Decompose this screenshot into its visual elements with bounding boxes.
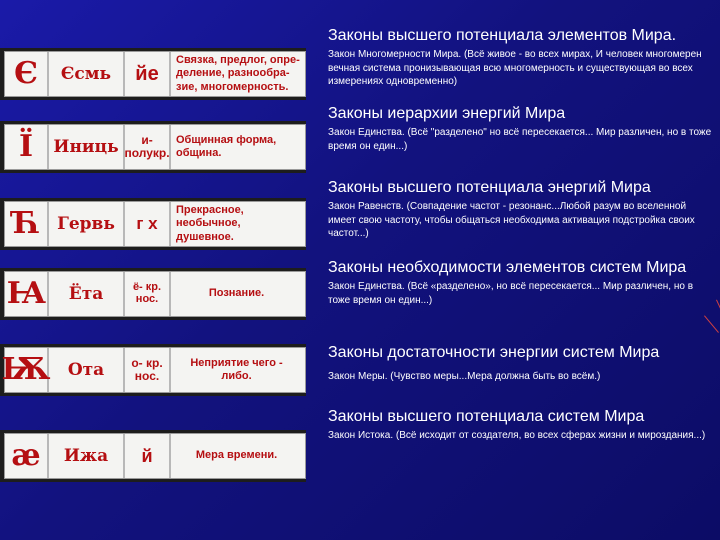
- letter-sound: о- кр. нос.: [131, 356, 163, 383]
- law-block: [328, 104, 714, 153]
- letter-glyph: æ: [11, 438, 41, 473]
- tablet-row: [0, 121, 306, 173]
- letter-name: Гервь: [57, 214, 115, 234]
- letter-sound: ё- кр. нос.: [132, 281, 162, 305]
- law-title: Законы достаточности энергии систем Мира: [328, 344, 660, 361]
- letter-sound: йе: [135, 62, 159, 85]
- letter-sound: и- полукр.: [124, 133, 170, 160]
- tablet-row: [0, 198, 306, 250]
- letter-meaning: Связка, предлог, опре- деление, разнообра- зие, многомерность.: [176, 54, 300, 93]
- letter-meaning: Познание.: [208, 287, 265, 300]
- letter-sound: г х: [136, 214, 158, 234]
- law-title: Законы иерархии энергий Мира: [328, 105, 566, 122]
- law-block: [328, 407, 714, 443]
- law-title: Законы высшего потенциала систем Мира: [328, 408, 645, 425]
- law-block: [328, 258, 714, 307]
- letter-name: Иниць: [53, 137, 119, 157]
- letter-name: Ижа: [63, 446, 109, 466]
- tablet-row: [0, 48, 306, 100]
- letter-name: Ота: [67, 360, 105, 380]
- letter-glyph: Є: [14, 56, 38, 91]
- tablet-row: [0, 268, 306, 320]
- law-block: [328, 178, 714, 241]
- law-title: Законы высшего потенциала энергий Мира: [328, 179, 651, 196]
- law-block: [328, 343, 714, 384]
- letter-sound: й: [141, 445, 153, 466]
- letter-meaning: Общинная форма, община.: [176, 133, 277, 159]
- letter-meaning: Неприятие чего - либо.: [190, 356, 283, 382]
- letter-meaning: Прекрасное, необычное, душевное.: [176, 204, 244, 243]
- law-description: Закон Меры. (Чувство меры...Мера должна быть во всём.): [328, 371, 601, 383]
- law-block: [328, 26, 714, 89]
- letter-glyph: Ѭ: [1, 352, 51, 387]
- letter-name: Єсмь: [60, 64, 112, 84]
- tablet-row: [0, 430, 306, 482]
- letter-meaning: Мера времени.: [195, 449, 278, 462]
- law-title: Законы высшего потенциала элементов Мира.: [328, 27, 677, 44]
- law-description: Закон Истока. (Всё исходит от создателя, во всех сферах жизни и мироздания...): [328, 430, 706, 442]
- letter-glyph: Ꙗ: [6, 276, 46, 311]
- law-description: Закон Единства. (Всё "разделено" но всё пересекается... Мир различен, но в тоже время он един...): [328, 127, 712, 152]
- law-description: Закон Единства. (Всё «разделено», но всё пересекается... Мир различен, но в тоже время он един...): [328, 281, 694, 306]
- letter-glyph: Ћ: [11, 206, 41, 241]
- letter-glyph: Ї: [18, 129, 34, 164]
- law-description: Закон Многомерности Мира. (Всё живое - во всех мирах, И человек многомерен вечная система пронизывающая всю многомерность и существующая во всех измерениях одновременно): [328, 49, 702, 88]
- law-description: Закон Равенств. (Совпадение частот - резонанс...Любой разум во вселенной имеет свою частоту, чтобы общаться необходима активация подстройка своих частот...): [328, 201, 695, 240]
- tablet-row: [0, 344, 306, 396]
- law-title: Законы необходимости элементов систем Мира: [328, 259, 687, 276]
- letter-name: Ёта: [68, 284, 104, 304]
- decorative-line: [704, 315, 719, 332]
